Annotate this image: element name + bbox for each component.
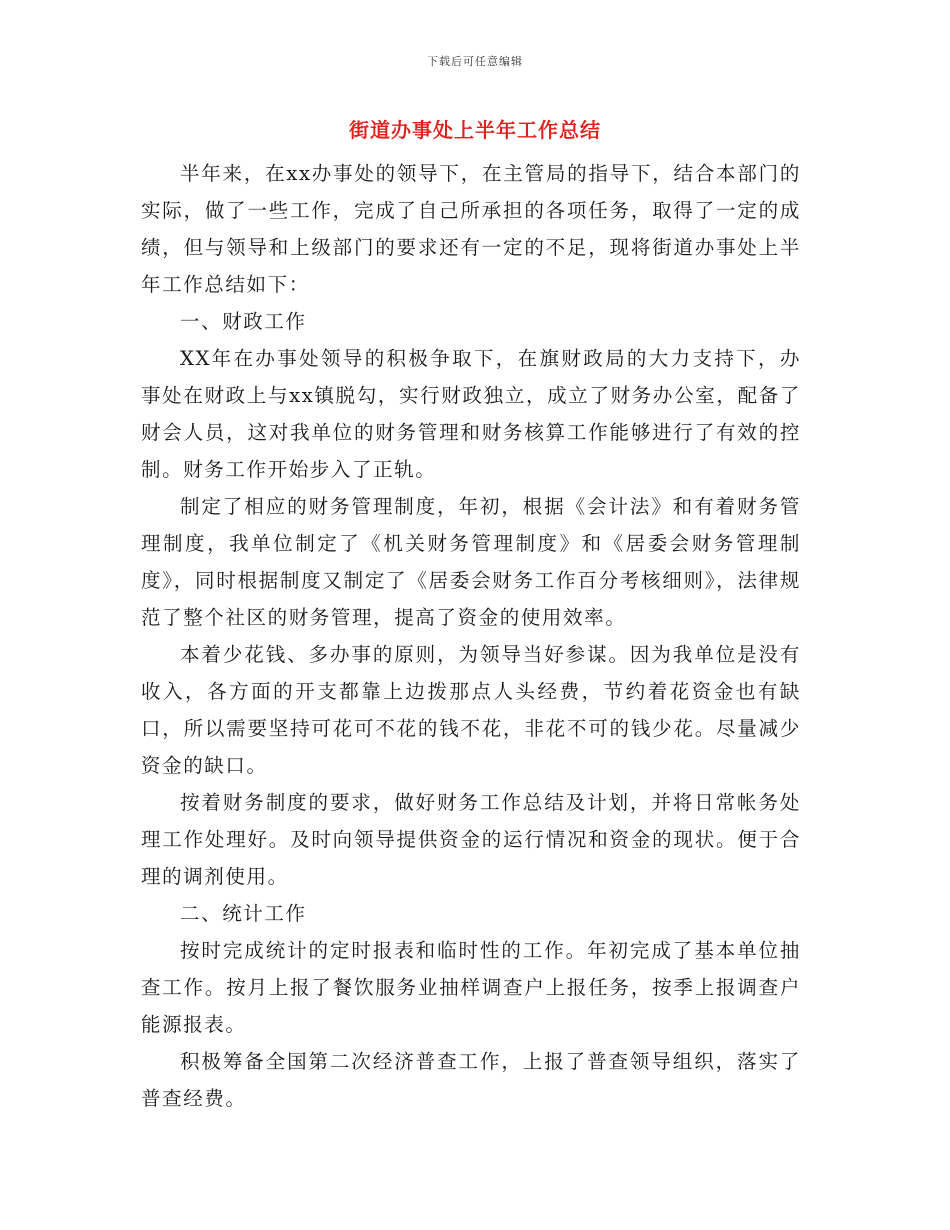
document-body <box>141 155 801 1117</box>
section-heading-statistics: 二、统计工作 <box>180 902 307 925</box>
paragraph-statistics-reports: 按时完成统计的定时报表和临时性的工作。年初完成了基本单位抽查工作。按月上报了餐饮服务业抽样调查户上报任务，按季上报调查户能源报表。 <box>141 939 801 1036</box>
paragraph-finance-saving: 本着少花钱、多办事的原则，为领导当好参谋。因为我单位是没有收入，各方面的开支都靠上边拨那点人头经费，节约着花资金也有缺口，所以需要坚持可花可不花的钱不花，非花不可的钱少花。尽量减少资金的缺口。 <box>141 643 801 777</box>
document-title: 街道办事处上半年工作总结 <box>349 118 601 142</box>
paragraph-finance-planning: 按着财务制度的要求，做好财务工作总结及计划，并将日常帐务处理工作处理好。及时向领导提供资金的运行情况和资金的现状。便于合理的调剂使用。 <box>141 791 801 888</box>
paragraph-finance-rules: 制定了相应的财务管理制度，年初，根据《会计法》和有着财务管理制度，我单位制定了《机关财务管理制度》和《居委会财务管理制度》，同时根据制度又制定了《居委会财务工作百分考核细则》，法律规范了整个社区的财务管理，提高了资金的使用效率。 <box>141 495 801 629</box>
paragraph-intro: 半年来，在xx办事处的领导下，在主管局的指导下，结合本部门的实际，做了一些工作，完成了自己所承担的各项任务，取得了一定的成绩，但与领导和上级部门的要求还有一定的不足，现将街道办事处上半年工作总结如下： <box>141 162 801 296</box>
paragraph-finance-independence: XX年在办事处领导的积极争取下，在旗财政局的大力支持下，办事处在财政上与xx镇脱勾，实行财政独立，成立了财务办公室，配备了财会人员，这对我单位的财务管理和财务核算工作能够进行了有效的控制。财务工作开始步入了正轨。 <box>141 347 801 481</box>
header-note: 下载后可任意编辑 <box>427 55 523 68</box>
section-heading-finance: 一、财政工作 <box>180 310 307 333</box>
paragraph-statistics-census: 积极筹备全国第二次经济普查工作，上报了普查领导组织，落实了普查经费。 <box>141 1050 801 1110</box>
